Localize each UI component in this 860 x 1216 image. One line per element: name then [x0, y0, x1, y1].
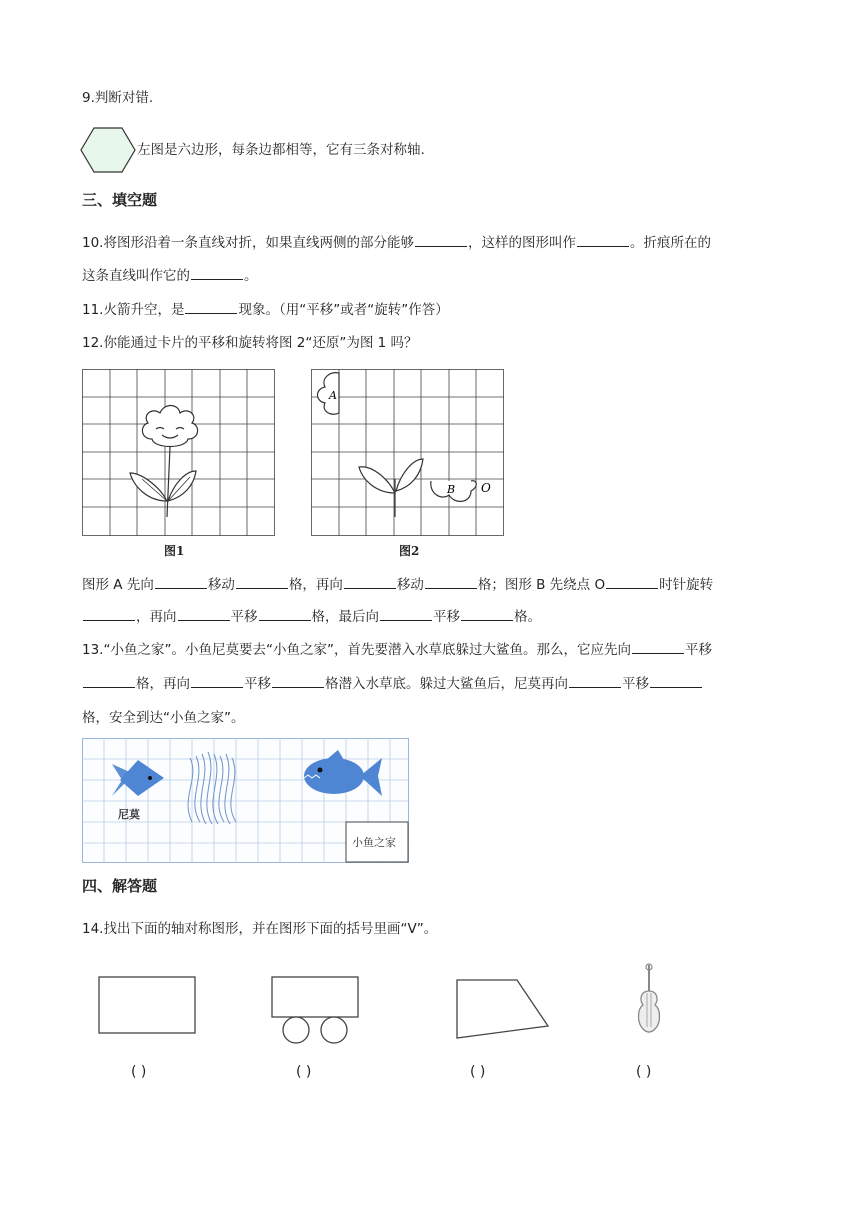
answer-blank[interactable] — [178, 608, 230, 621]
figure1-caption: 图1 — [164, 544, 185, 558]
nemo-label: 尼莫 — [118, 808, 140, 821]
rectangle-shape — [98, 976, 198, 1036]
q10-line2 — [82, 266, 258, 286]
answer-blank[interactable] — [606, 576, 658, 589]
q12-text: 格，最后向 — [311, 609, 379, 625]
q11-text-2: 现象。（用“平移”或者“旋转”作答） — [238, 302, 449, 318]
answer-blank[interactable] — [425, 576, 477, 589]
q12-text: 移动 — [396, 577, 424, 593]
q13-text: 平移 — [684, 642, 712, 658]
q12-answer-line2 — [82, 607, 541, 627]
answer-blank[interactable] — [577, 234, 629, 247]
q12-text: 图形 A 先向 — [82, 577, 154, 593]
flower-icon — [130, 406, 198, 518]
q12-text: 平移 — [433, 609, 460, 625]
q13-text: 平移 — [622, 676, 649, 692]
section-three-heading: 三、填空题 — [82, 191, 158, 209]
q12-text: 时针旋转 — [659, 577, 714, 593]
figure1-grid — [82, 369, 276, 537]
answer-blank[interactable] — [415, 234, 467, 247]
answer-paren-1[interactable]: ( ) — [131, 1064, 147, 1080]
label-b: B — [447, 483, 456, 496]
answer-blank[interactable] — [461, 608, 513, 621]
q12-text: ，再向 — [136, 609, 177, 625]
q12-text: 格；图形 B 先绕点 O — [477, 577, 606, 593]
q12-text: 平移 — [230, 609, 258, 625]
q12-title: 12.你能通过卡片的平移和旋转将图 2“还原”为图 1 吗？ — [82, 335, 418, 351]
answer-blank[interactable] — [272, 675, 324, 688]
answer-blank[interactable] — [632, 641, 684, 654]
q10-text-4: 这条直线叫作它的 — [82, 268, 190, 284]
q13-line1 — [82, 640, 712, 660]
q10-text-2: ，这样的图形叫作 — [467, 235, 576, 251]
fish-grid-figure — [82, 738, 410, 864]
answer-blank[interactable] — [259, 608, 311, 621]
answer-blank[interactable] — [191, 267, 243, 280]
q13-line2 — [82, 674, 703, 694]
answer-blank[interactable] — [185, 301, 237, 314]
cart-shape — [268, 974, 362, 1046]
answer-blank[interactable] — [236, 576, 288, 589]
answer-blank[interactable] — [155, 576, 207, 589]
q13-text: 平移 — [244, 676, 271, 692]
fish-home-label: 小鱼之家 — [352, 836, 396, 849]
q12-text: 格。 — [514, 609, 541, 625]
q9-title: 9.判断对错. — [82, 90, 154, 106]
q13-text: 13.“小鱼之家”。小鱼尼莫要去“小鱼之家”，首先要潜入水草底躲过大鲨鱼。那么，它应先向 — [82, 642, 631, 658]
q12-text: 移动 — [207, 577, 235, 593]
q10-text-5: 。 — [244, 268, 258, 284]
figure2-caption: 图2 — [399, 544, 420, 558]
answer-blank[interactable] — [380, 608, 432, 621]
label-o: O — [481, 481, 491, 495]
leaves-icon — [359, 459, 423, 517]
q11-line — [82, 300, 449, 320]
q14-title: 14.找出下面的轴对称图形，并在图形下面的括号里画“V”。 — [82, 921, 438, 937]
q13-line3: 格，安全到达“小鱼之家”。 — [82, 710, 245, 726]
answer-paren-4[interactable]: ( ) — [636, 1064, 652, 1080]
violin-icon — [633, 963, 665, 1037]
q9-statement: 左图是六边形，每条边都相等，它有三条对称轴. — [137, 142, 425, 158]
q10-text-1: 10.将图形沿着一条直线对折，如果直线两侧的部分能够 — [82, 235, 414, 251]
q12-answer-line1 — [82, 575, 713, 595]
answer-blank[interactable] — [344, 576, 396, 589]
answer-blank[interactable] — [191, 675, 243, 688]
answer-paren-3[interactable]: ( ) — [470, 1064, 486, 1080]
label-a: A — [329, 389, 337, 402]
section-four-heading: 四、解答题 — [82, 877, 158, 895]
q10-line1 — [82, 233, 711, 253]
answer-paren-2[interactable]: ( ) — [296, 1064, 312, 1080]
answer-blank[interactable] — [569, 675, 621, 688]
q11-text-1: 11.火箭升空，是 — [82, 302, 185, 318]
q13-text: 格，再向 — [136, 676, 190, 692]
q10-text-3: 。折痕所在的 — [629, 235, 711, 251]
figure2-grid — [311, 369, 505, 537]
answer-blank[interactable] — [83, 675, 135, 688]
answer-blank[interactable] — [83, 608, 135, 621]
q12-text: 格，再向 — [288, 577, 343, 593]
trapezoid-shape — [455, 976, 551, 1042]
answer-blank[interactable] — [650, 675, 702, 688]
hexagon-figure — [80, 126, 136, 174]
q13-text: 格潜入水草底。躲过大鲨鱼后，尼莫再向 — [325, 676, 568, 692]
